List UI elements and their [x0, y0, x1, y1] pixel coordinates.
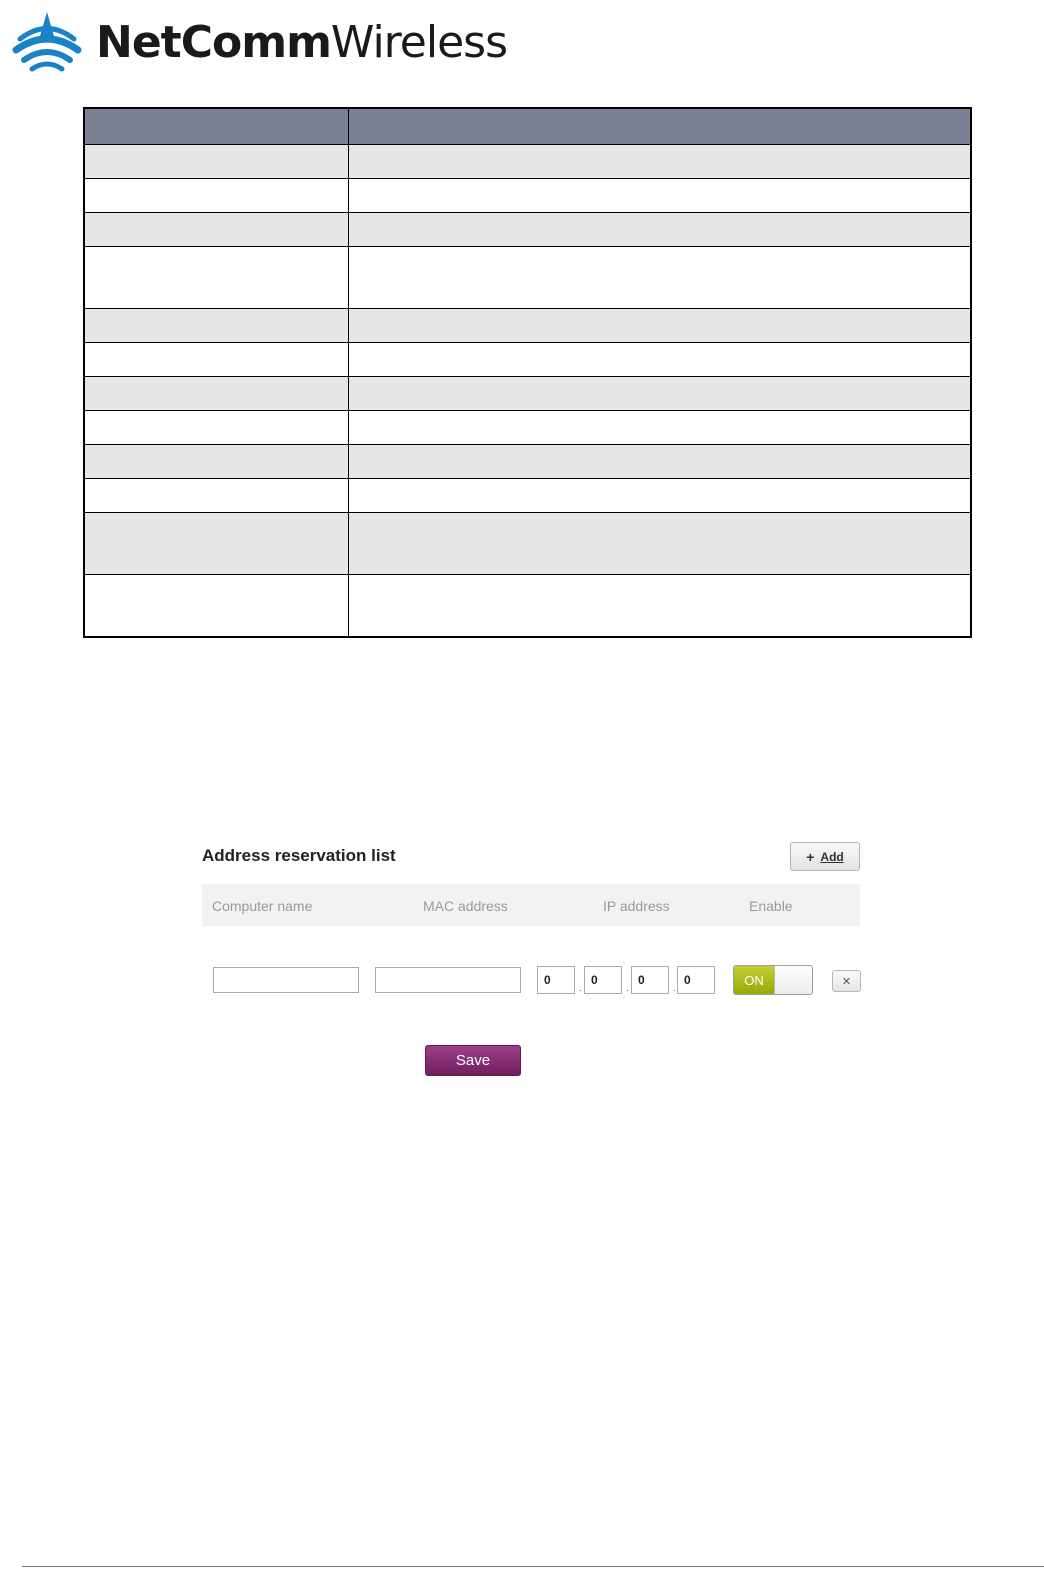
- delete-entry-button[interactable]: [832, 970, 861, 992]
- ip-separator: .: [579, 983, 582, 994]
- panel-title: Address reservation list: [202, 846, 396, 865]
- table-row: [84, 179, 971, 213]
- table-row: [84, 213, 971, 247]
- table-cell: [84, 411, 349, 445]
- brand-name-bold: NetComm: [96, 17, 331, 68]
- ip-octet-1-input[interactable]: 0: [537, 966, 575, 994]
- reservation-table-header: [202, 884, 860, 926]
- table-row: [84, 343, 971, 377]
- table-cell: [349, 445, 972, 479]
- mac-address-input[interactable]: [375, 967, 521, 993]
- toggle-knob: [774, 966, 813, 994]
- computer-name-input[interactable]: [213, 967, 359, 993]
- table-cell: [84, 309, 349, 343]
- netcomm-logo: [10, 8, 507, 78]
- ip-octet-2-input[interactable]: 0: [584, 966, 622, 994]
- table-cell: [84, 213, 349, 247]
- column-header-mac-address: MAC address: [423, 898, 508, 914]
- enable-toggle[interactable]: [733, 965, 813, 995]
- table-cell: [349, 247, 972, 309]
- wifi-signal-icon: [10, 8, 84, 78]
- table-cell: [84, 575, 349, 637]
- spec-table-header-cell: [349, 108, 972, 145]
- ip-separator: .: [673, 983, 676, 994]
- table-cell: [349, 145, 972, 179]
- column-header-ip-address: IP address: [603, 898, 670, 914]
- table-row: [84, 513, 971, 575]
- ip-separator: .: [626, 983, 629, 994]
- toggle-on-label: ON: [734, 966, 774, 994]
- ip-octet-3-input[interactable]: 0: [631, 966, 669, 994]
- table-cell: [84, 145, 349, 179]
- table-row: [84, 145, 971, 179]
- table-row: [84, 309, 971, 343]
- table-cell: [349, 479, 972, 513]
- table-cell: [84, 513, 349, 575]
- spec-table-header: [84, 108, 971, 145]
- table-cell: [349, 213, 972, 247]
- table-cell: [349, 179, 972, 213]
- spec-table: [83, 107, 972, 638]
- spec-table-header-cell: [84, 108, 349, 145]
- table-cell: [349, 411, 972, 445]
- table-cell: [349, 377, 972, 411]
- table-row: [84, 445, 971, 479]
- table-cell: [84, 377, 349, 411]
- add-button-label: Add: [820, 849, 844, 864]
- column-header-enable: Enable: [749, 898, 793, 914]
- table-cell: [84, 445, 349, 479]
- table-cell: [349, 575, 972, 637]
- table-row: [84, 479, 971, 513]
- brand-name-light: Wireless: [330, 17, 508, 68]
- table-cell: [84, 343, 349, 377]
- column-header-computer-name: Computer name: [212, 898, 313, 914]
- table-cell: [84, 247, 349, 309]
- add-button[interactable]: [790, 842, 860, 871]
- table-row: [84, 377, 971, 411]
- table-cell: [84, 479, 349, 513]
- footer-divider: [22, 1566, 1044, 1567]
- brand-name: [96, 17, 508, 68]
- table-cell: [349, 513, 972, 575]
- plus-icon: +: [806, 848, 815, 865]
- table-cell: [84, 179, 349, 213]
- table-cell: [349, 343, 972, 377]
- table-row: [84, 411, 971, 445]
- table-row: [84, 575, 971, 637]
- close-icon: ✕: [841, 975, 852, 988]
- ip-octet-4-input[interactable]: 0: [677, 966, 715, 994]
- table-row: [84, 247, 971, 309]
- save-button[interactable]: Save: [425, 1045, 521, 1076]
- table-cell: [349, 309, 972, 343]
